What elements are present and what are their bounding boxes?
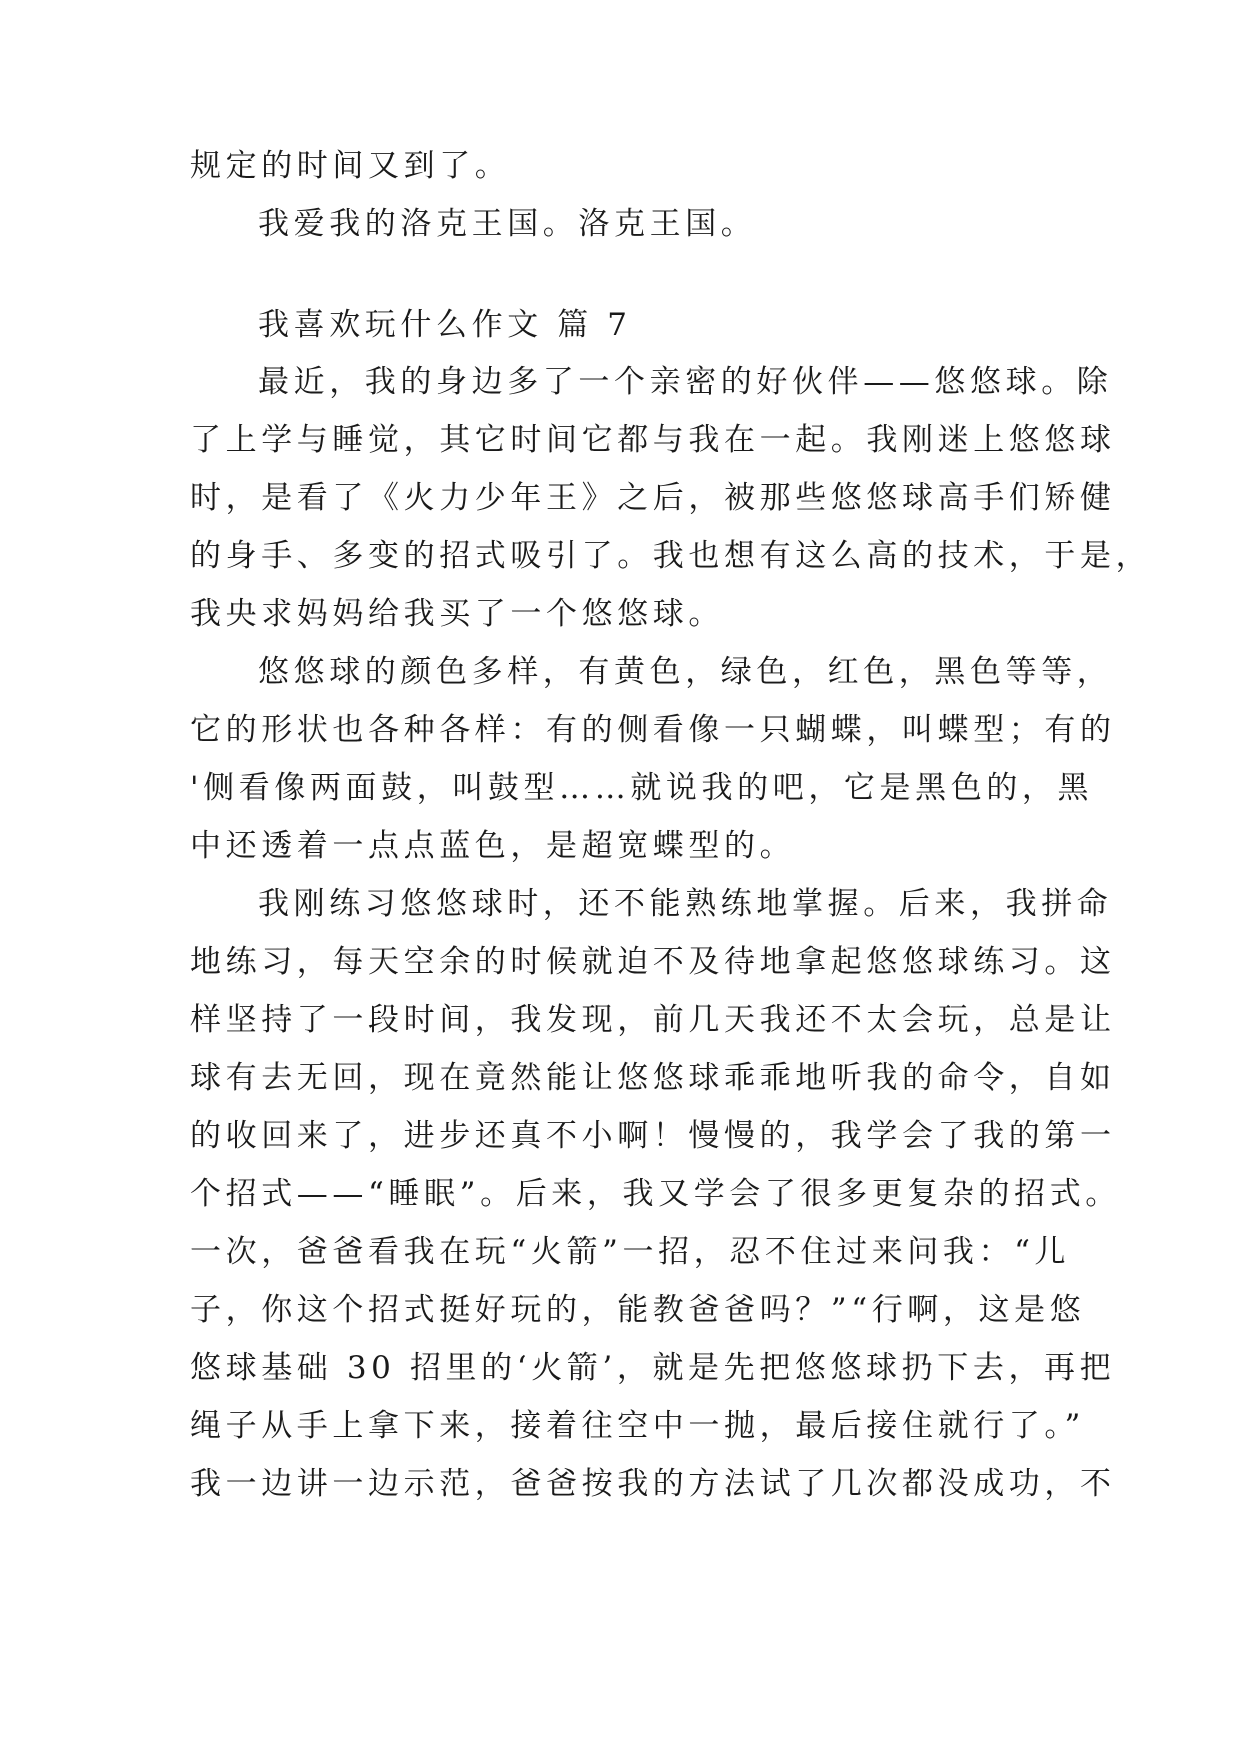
paragraph-line: 悠球基础 30 招里的‘火箭’，就是先把悠悠球扔下去，再把 bbox=[190, 1350, 1116, 1386]
paragraph-line: 我刚练习悠悠球时，还不能熟练地掌握。后来，我拼命 bbox=[258, 886, 1113, 922]
paragraph-line: 个招式——“睡眠”。后来，我又学会了很多更复杂的招式。 bbox=[190, 1176, 1121, 1212]
paragraph-line: 它的形状也各种各样：有的侧看像一只蝴蝶，叫蝶型；有的 bbox=[190, 712, 1116, 748]
paragraph-line: 我爱我的洛克王国。洛克王国。 bbox=[258, 206, 757, 242]
paragraph-line: 我央求妈妈给我买了一个悠悠球。 bbox=[190, 596, 724, 632]
paragraph-line: 一次，爸爸看我在玩“火箭”一招，忍不住过来问我：“儿 bbox=[190, 1234, 1071, 1270]
paragraph-line: 子，你这个招式挺好玩的，能教爸爸吗？”“行啊，这是悠 bbox=[190, 1292, 1086, 1328]
paragraph-line: 悠悠球的颜色多样，有黄色，绿色，红色，黑色等等， bbox=[258, 654, 1113, 690]
paragraph-line: 我一边讲一边示范，爸爸按我的方法试了几次都没成功，不 bbox=[190, 1466, 1116, 1502]
paragraph-line: 最近，我的身边多了一个亲密的好伙伴——悠悠球。除 bbox=[258, 364, 1113, 400]
paragraph-line: 绳子从手上拿下来，接着往空中一抛，最后接住就行了。” bbox=[190, 1408, 1085, 1444]
paragraph-line: 样坚持了一段时间，我发现，前几天我还不太会玩，总是让 bbox=[190, 1002, 1116, 1038]
paragraph-line: '侧看像两面鼓，叫鼓型……就说我的吧，它是黑色的，黑 bbox=[190, 770, 1094, 806]
article-heading: 我喜欢玩什么作文 篇 7 bbox=[258, 307, 632, 343]
paragraph-line: 规定的时间又到了。 bbox=[190, 148, 511, 184]
paragraph-line: 地练习，每天空余的时候就迫不及待地拿起悠悠球练习。这 bbox=[190, 944, 1116, 980]
paragraph-line: 了上学与睡觉，其它时间它都与我在一起。我刚迷上悠悠球 bbox=[190, 422, 1116, 458]
paragraph-line: 时，是看了《火力少年王》之后，被那些悠悠球高手们矫健 bbox=[190, 480, 1116, 516]
article-body bbox=[190, 353, 1152, 1513]
article-heading-block bbox=[190, 296, 1070, 354]
paragraph-line: 的身手、多变的招式吸引了。我也想有这么高的技术，于是， bbox=[190, 538, 1152, 574]
top-section bbox=[190, 137, 1070, 253]
paragraph-line: 中还透着一点点蓝色，是超宽蝶型的。 bbox=[190, 828, 796, 864]
paragraph-line: 球有去无回，现在竟然能让悠悠球乖乖地听我的命令，自如 bbox=[190, 1060, 1116, 1096]
paragraph-line: 的收回来了，进步还真不小啊！慢慢的，我学会了我的第一 bbox=[190, 1118, 1116, 1154]
